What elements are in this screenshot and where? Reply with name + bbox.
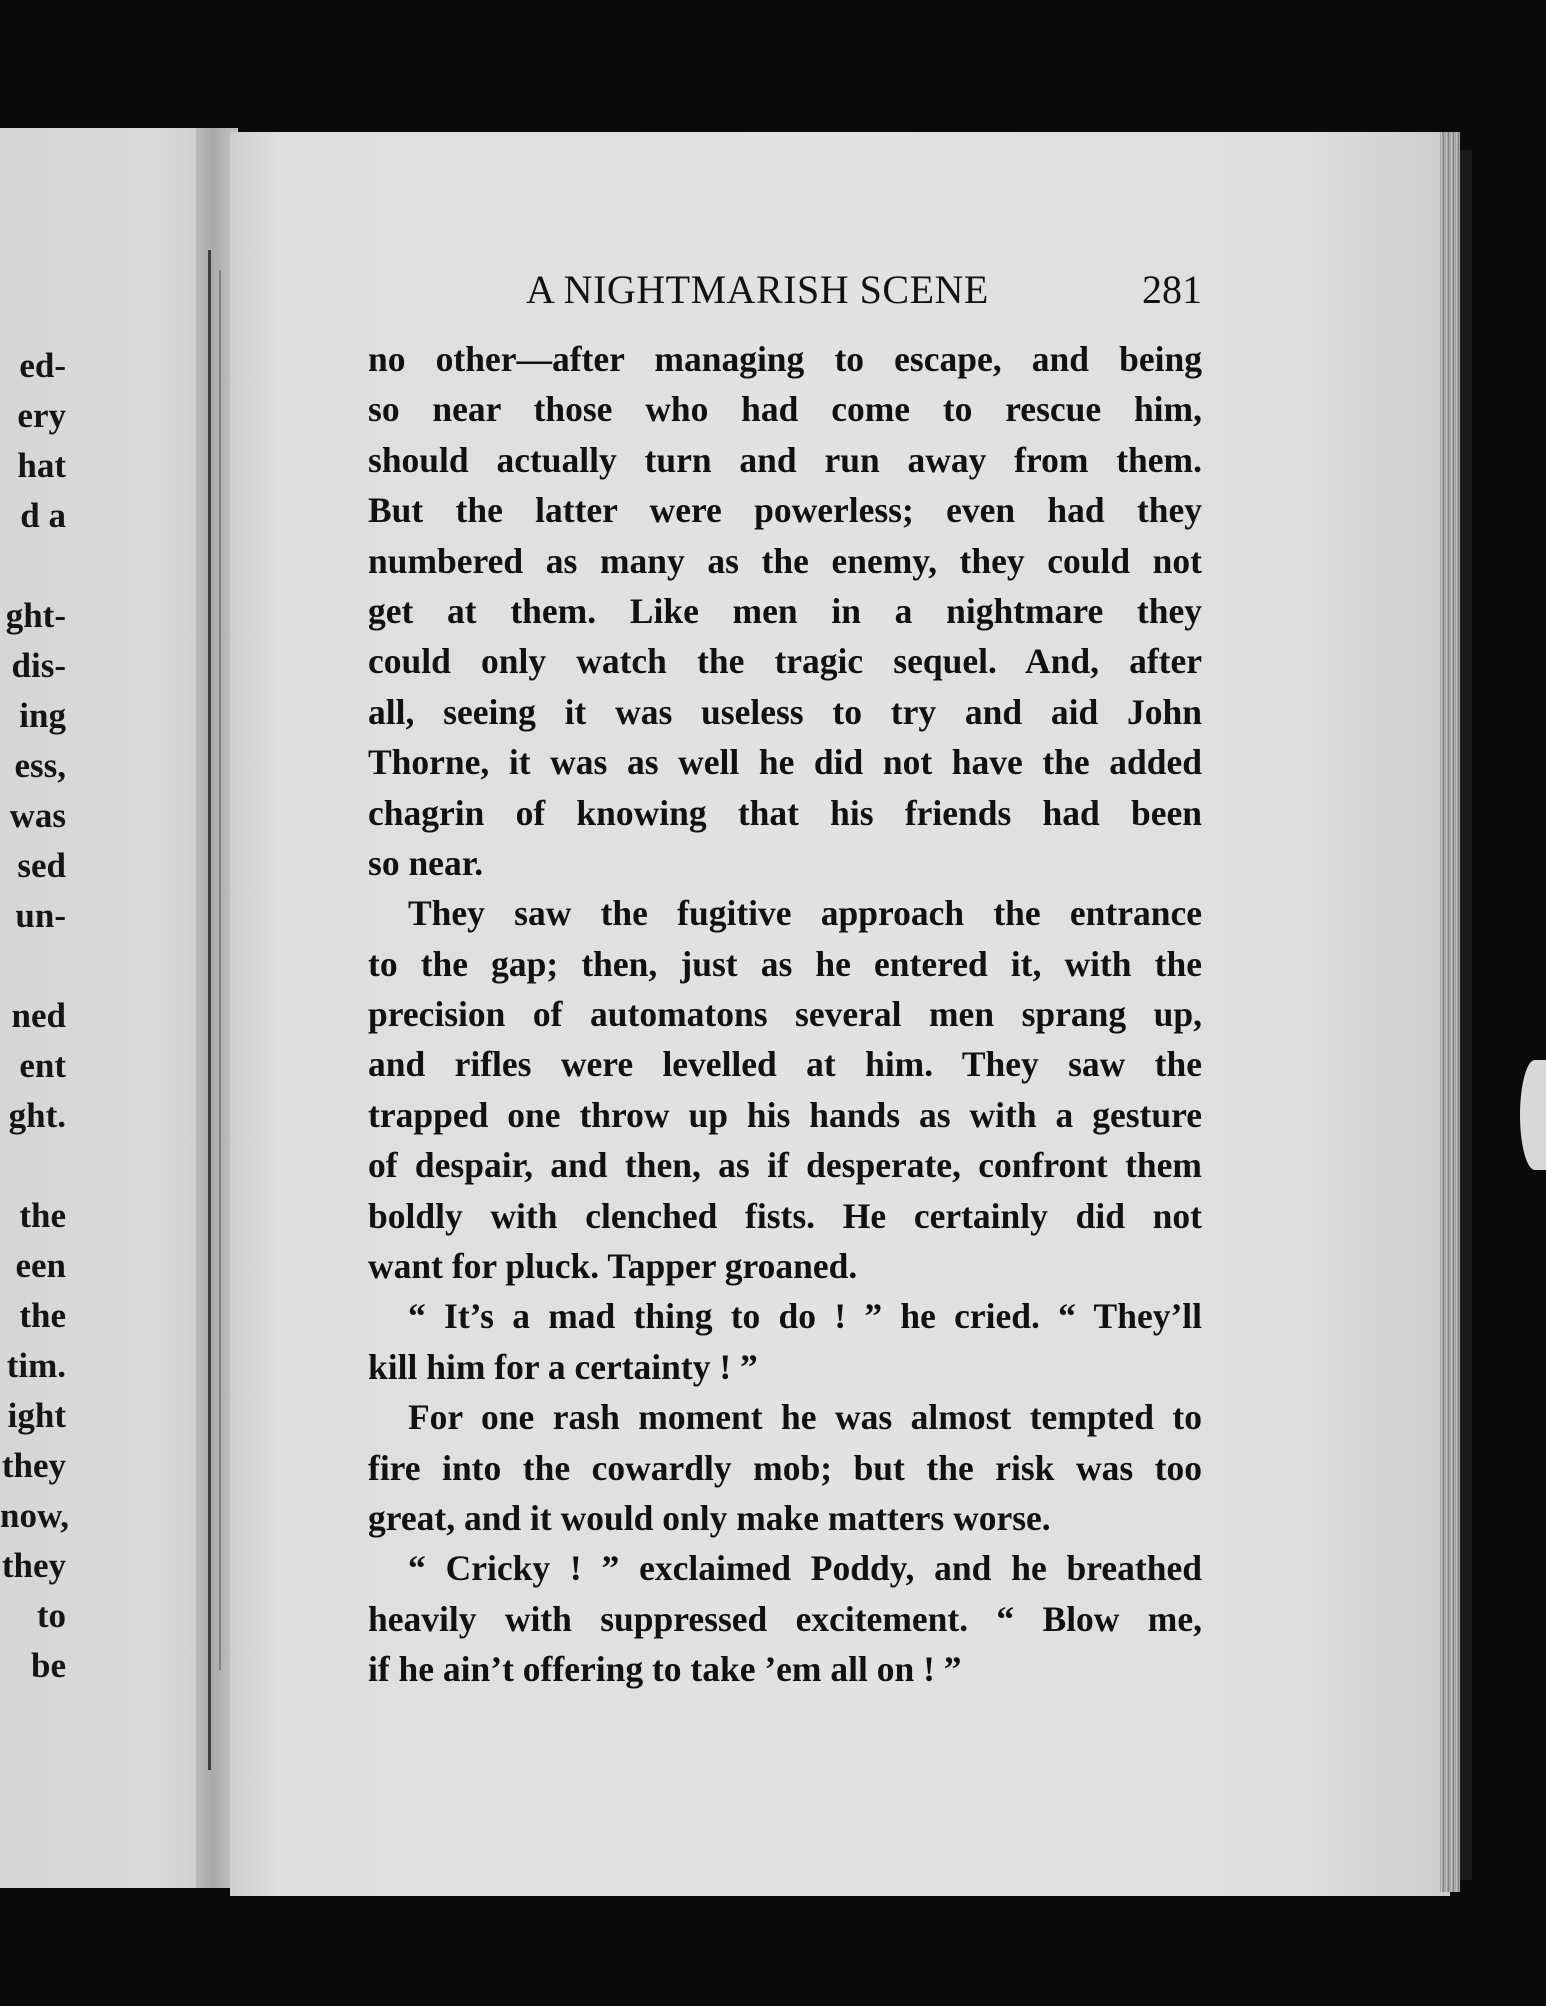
facing-page-fragment: ght. — [8, 1096, 66, 1135]
facing-page-fragment: ned — [11, 996, 66, 1035]
text-line: fire into the cowardly mob; but the risk was too — [368, 1447, 1202, 1488]
facing-page-fragment: was — [9, 796, 66, 835]
facing-page-fragment: the — [19, 1296, 66, 1335]
gutter-shadow-line-secondary — [219, 270, 221, 1670]
text-line: boldly with clenched fists. He certainly did not — [368, 1195, 1202, 1236]
text-line: numbered as many as the enemy, they could not — [368, 540, 1202, 581]
text-line: They saw the fugitive approach the entrance — [408, 893, 1202, 934]
text-line: But the latter were powerless; even had they — [368, 490, 1202, 531]
facing-page-fragment: be — [31, 1646, 66, 1685]
running-head: A NIGHTMARISH SCENE — [526, 267, 989, 312]
facing-page-fragment: ed- — [19, 346, 66, 385]
page-edges — [1440, 132, 1460, 1892]
facing-page-fragment: to — [36, 1596, 66, 1635]
facing-page-fragment: ight — [7, 1396, 66, 1435]
text-line: of despair, and then, as if desperate, confront them — [368, 1145, 1202, 1186]
facing-page-fragment: sed — [17, 846, 66, 885]
book-cover-edge — [1460, 150, 1472, 1880]
facing-page-fragment: they — [1, 1546, 66, 1585]
facing-page-fragment: ent — [19, 1046, 66, 1085]
text-line: so near those who had come to rescue him, — [368, 389, 1202, 430]
text-line: trapped one throw up his hands as with a gesture — [368, 1094, 1202, 1135]
text-line: want for pluck. Tapper groaned. — [368, 1246, 858, 1287]
paper-tear — [1520, 1060, 1546, 1170]
facing-page-fragment: un- — [15, 896, 66, 935]
text-line: great, and it would only make matters worse. — [368, 1497, 1051, 1538]
text-line: so near. — [368, 842, 484, 883]
facing-page-fragment: hat — [17, 446, 66, 485]
page-header — [370, 266, 1202, 318]
text-line: heavily with suppressed excitement. “ Blow me, — [368, 1598, 1202, 1639]
facing-page-fragment: tim. — [6, 1346, 66, 1385]
text-line: get at them. Like men in a nightmare they — [368, 590, 1202, 631]
text-line: could only watch the tragic sequel. And, after — [368, 641, 1202, 682]
body-text — [368, 334, 1202, 1695]
facing-page-fragment: they — [1, 1446, 66, 1485]
facing-page-fragment: een — [15, 1246, 66, 1285]
text-line: and rifles were levelled at him. They saw the — [368, 1044, 1202, 1085]
text-line: precision of automatons several men sprang up, — [368, 994, 1202, 1035]
text-line: For one rash moment he was almost tempted to — [408, 1397, 1202, 1438]
text-line: Thorne, it was as well he did not have the added — [368, 742, 1202, 783]
facing-page-fragment: ery — [17, 396, 66, 435]
text-line: chagrin of knowing that his friends had been — [368, 792, 1202, 833]
facing-page-fragment: now, — [0, 1496, 70, 1535]
facing-page-fragment: the — [19, 1196, 66, 1235]
page-number: 281 — [1142, 267, 1202, 312]
facing-page-fragment: ght- — [5, 596, 66, 635]
facing-page-fragment: ing — [19, 696, 66, 735]
text-line: kill him for a certainty ! ” — [368, 1346, 758, 1387]
text-line: all, seeing it was useless to try and aid John — [368, 691, 1202, 732]
text-line: “ It’s a mad thing to do ! ” he cried. “ They’ll — [408, 1296, 1202, 1337]
text-line: should actually turn and run away from them. — [368, 439, 1202, 480]
text-line: no other—after managing to escape, and being — [368, 339, 1202, 379]
text-line: if he ain’t offering to take ’em all on ! ” — [368, 1649, 962, 1690]
text-line: “ Cricky ! ” exclaimed Poddy, and he breathed — [408, 1548, 1202, 1589]
facing-page-fragment: dis- — [11, 646, 66, 685]
text-line: to the gap; then, just as he entered it, with the — [368, 943, 1202, 984]
facing-page-fragment: d a — [20, 496, 66, 535]
facing-page-fragment: ess, — [14, 746, 66, 785]
facing-page — [0, 128, 222, 1888]
gutter-shadow-line — [208, 250, 211, 1770]
